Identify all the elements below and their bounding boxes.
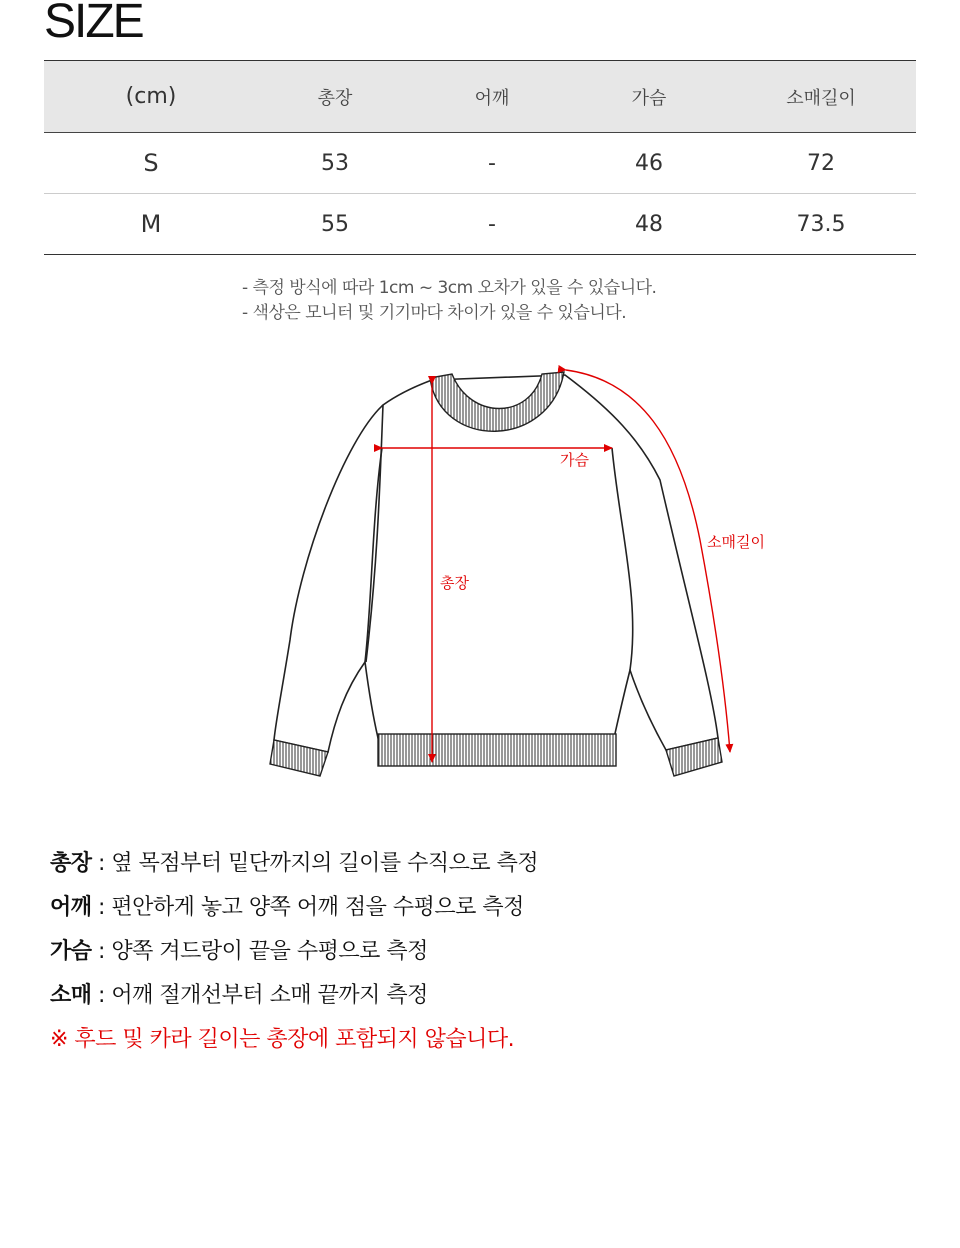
description-text: : 편안하게 놓고 양쪽 어깨 점을 수평으로 측정 <box>91 895 524 920</box>
measurement-descriptions <box>50 842 538 1062</box>
header-shoulder: 어깨 <box>412 61 572 133</box>
size-label: S <box>44 133 258 194</box>
table-cell: 46 <box>572 133 726 194</box>
description-key: 총장 <box>50 851 92 876</box>
description-line <box>50 974 538 1018</box>
description-text: : 옆 목점부터 밑단까지의 길이를 수직으로 측정 <box>91 851 539 876</box>
chest-label: 가슴 <box>560 451 589 469</box>
description-key: 어깨 <box>50 895 92 920</box>
page-title: SIZE <box>44 0 143 48</box>
table-cell: 53 <box>258 133 412 194</box>
header-length: 총장 <box>258 61 412 133</box>
length-label: 총장 <box>440 574 469 592</box>
table-cell: - <box>412 133 572 194</box>
description-line <box>50 930 538 974</box>
sleeve-label: 소매길이 <box>707 533 765 551</box>
table-cell: 73.5 <box>726 194 916 255</box>
note-line: - 측정 방식에 따라 1cm ~ 3cm 오차가 있을 수 있습니다. <box>242 278 657 298</box>
description-line <box>50 842 538 886</box>
size-label: M <box>44 194 258 255</box>
table-cell: 72 <box>726 133 916 194</box>
warning-note: ※ 후드 및 카라 길이는 총장에 포함되지 않습니다. <box>50 1027 515 1052</box>
description-key: 소매 <box>50 983 92 1008</box>
header-unit: (cm) <box>44 61 258 133</box>
description-text: : 어깨 절개선부터 소매 끝까지 측정 <box>91 983 428 1008</box>
hem-rib <box>378 734 616 766</box>
description-line <box>50 886 538 930</box>
description-key: 가슴 <box>50 939 92 964</box>
table-cell: - <box>412 194 572 255</box>
table-cell: 55 <box>258 194 412 255</box>
note-line: - 색상은 모니터 및 기기마다 차이가 있을 수 있습니다. <box>242 303 627 323</box>
header-sleeve: 소매길이 <box>726 61 916 133</box>
table-cell: 48 <box>572 194 726 255</box>
header-chest: 가슴 <box>572 61 726 133</box>
description-text: : 양쪽 겨드랑이 끝을 수평으로 측정 <box>91 939 428 964</box>
